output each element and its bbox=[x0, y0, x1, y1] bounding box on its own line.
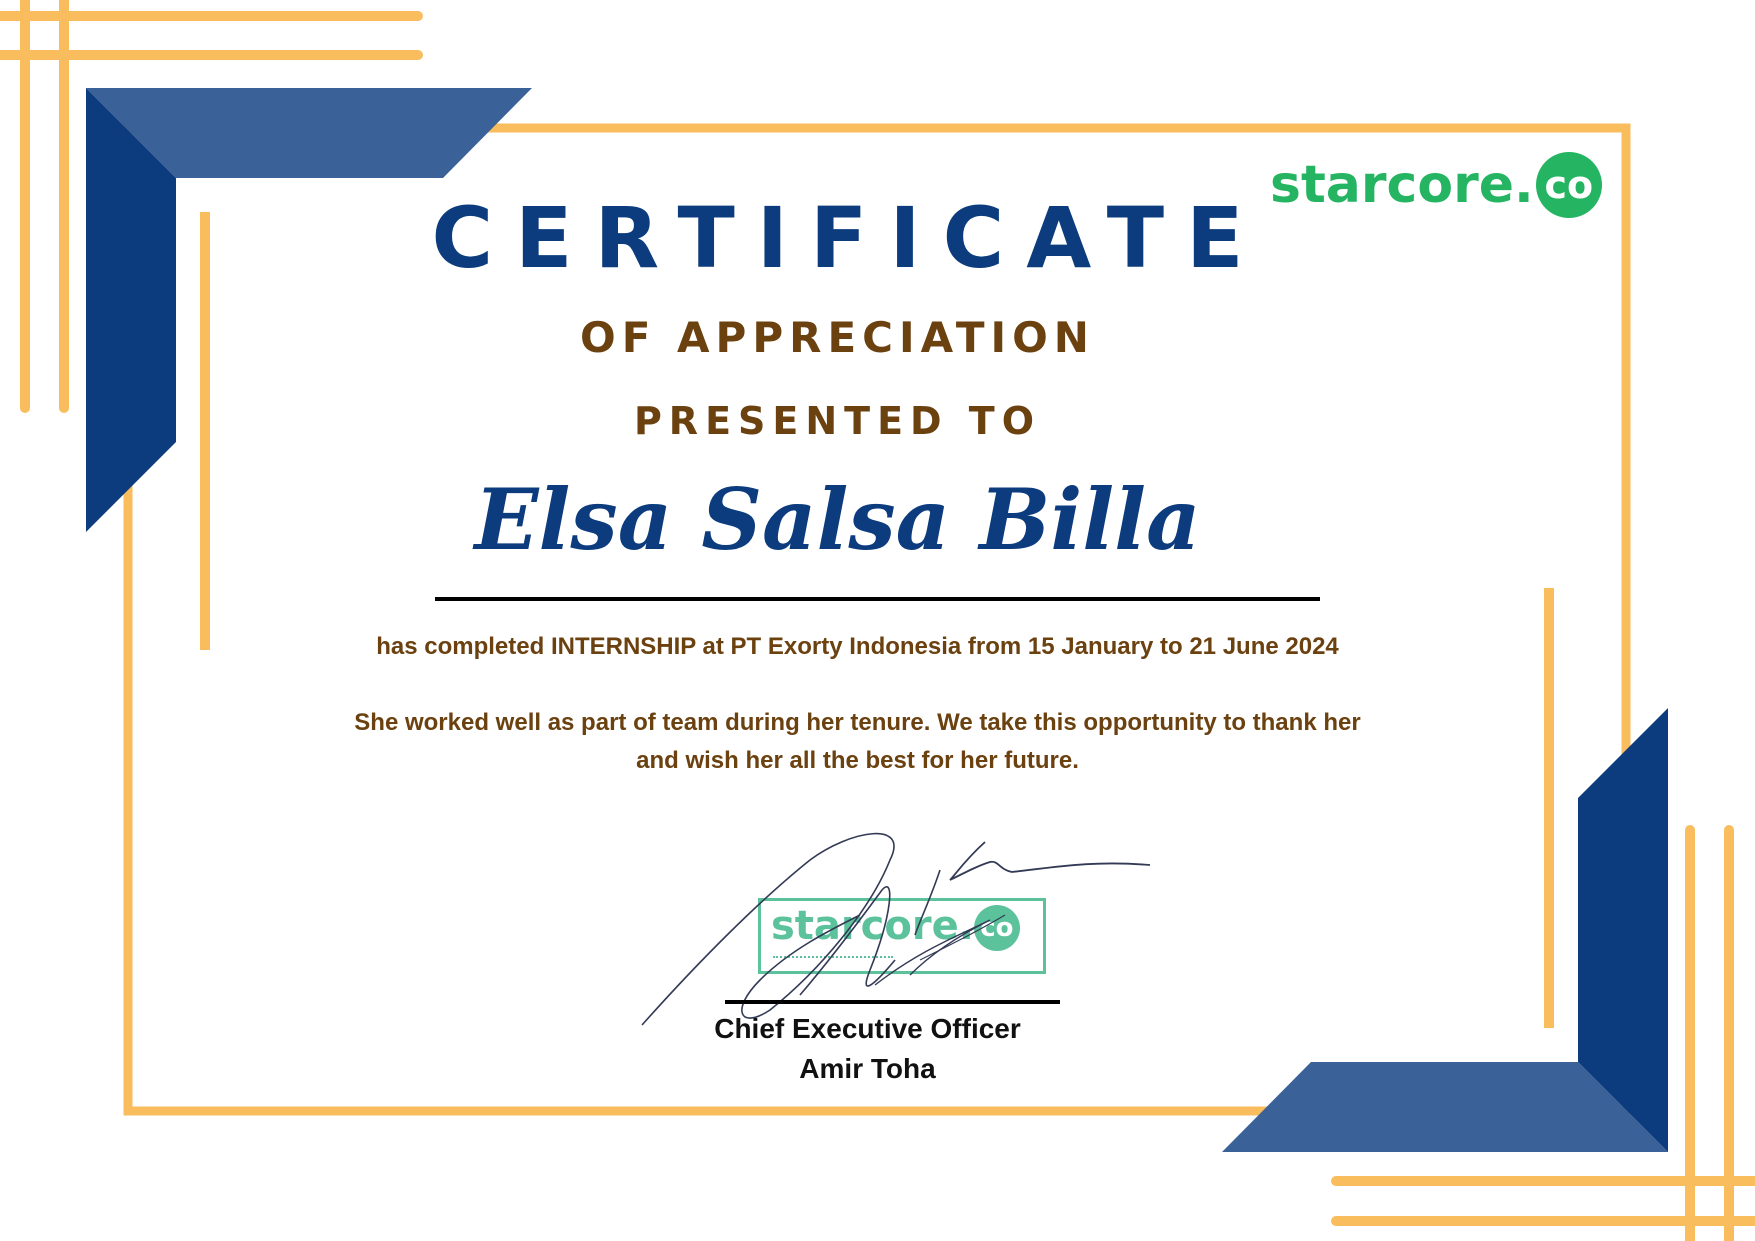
recipient-underline bbox=[435, 597, 1320, 601]
appreciation-statement-line1: She worked well as part of team during her tenure. We take this opportunity to thank her bbox=[354, 709, 1361, 736]
stamp-badge: co bbox=[974, 905, 1020, 951]
logo-badge: co bbox=[1536, 152, 1602, 218]
stamp-wordmark-text: starcore. bbox=[771, 903, 974, 949]
certificate-title: CERTIFICATE bbox=[431, 189, 1266, 287]
presented-to-label: PRESENTED TO bbox=[633, 399, 1042, 443]
appreciation-statement-line2: and wish her all the best for her future. bbox=[636, 747, 1079, 774]
recipient-name: Elsa Salsa Billa bbox=[474, 470, 1201, 569]
certificate-subtitle: OF APPRECIATION bbox=[580, 313, 1095, 362]
signer-title: Chief Executive Officer bbox=[714, 1013, 1021, 1044]
signature-line bbox=[725, 1000, 1060, 1004]
handwritten-signature bbox=[620, 820, 1160, 1040]
signer-name: Amir Toha bbox=[799, 1053, 936, 1084]
logo-wordmark: starcore. bbox=[1270, 155, 1534, 215]
completion-statement: has completed INTERNSHIP at PT Exorty Indonesia from 15 January to 21 June 2024 bbox=[376, 633, 1339, 660]
